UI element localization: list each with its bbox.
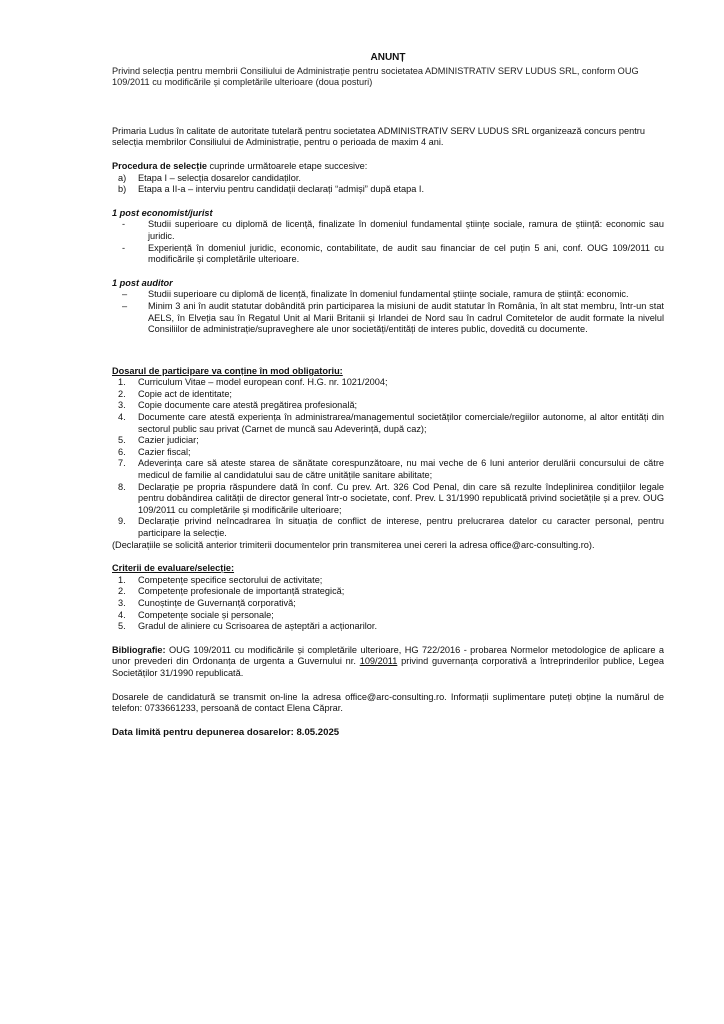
item-text: Declarație privind neîncadrarea în situația de conflict de interese, pentru prelucrarea datelor cu caracter personal, pentru participare la selecție. xyxy=(138,516,664,538)
item-text: Adeverința care să ateste starea de sănătate corespunzătoare, nu mai veche de 6 luni anterior derulării concursului de către medicul de familie al candidatului sau de către unitățile sanitare abilitate; xyxy=(138,458,664,481)
item-number: 8. xyxy=(118,481,126,492)
procedure-paragraph xyxy=(112,161,664,173)
item-number: 7. xyxy=(118,458,126,469)
step-marker: b) xyxy=(118,184,127,195)
item-number: 1. xyxy=(118,574,126,585)
item-text: Competențe specifice sectorului de activitate; xyxy=(138,574,323,585)
criteria-item xyxy=(112,610,664,622)
item-number: 3. xyxy=(118,597,126,608)
requirement-text: Experiență în domeniul juridic, economic, contabilitate, de audit sau financiar de cel puțin 5 ani, conf. OUG 109/2011 cu modificările și completările ulterioare. xyxy=(148,242,664,265)
economist-requirements xyxy=(112,219,664,265)
item-text: Cunoștințe de Guvernanță corporativă; xyxy=(138,597,296,608)
requirement-item xyxy=(112,289,664,301)
deadline: Data limită pentru depunerea dosarelor: 8.05.2025 xyxy=(112,726,340,738)
bibliography-text-end: privind guvernanța corporativă a întreprinderilor publice, Legea Societăților 31/1990 republicată. xyxy=(112,656,664,678)
auditor-post-heading: 1 post auditor xyxy=(112,277,173,288)
item-text: Copie documente care atestă pregătirea profesională; xyxy=(138,400,358,411)
item-text: Competențe profesionale de importanță strategică; xyxy=(138,586,345,597)
item-number: 6. xyxy=(118,446,126,457)
criteria-list xyxy=(112,575,664,633)
step-marker: a) xyxy=(118,172,127,183)
dossier-item xyxy=(112,516,664,539)
item-number: 2. xyxy=(118,586,126,597)
criteria-item xyxy=(112,598,664,610)
item-text: Documente care atestă experiența în administrarea/managementul societăților comerciale/regiilor autonome, al altor entități din sectorul public sau privat (Carnet de muncă sau Adeverință, după caz); xyxy=(138,412,664,434)
dossier-item xyxy=(112,435,664,447)
procedure-heading: Procedura de selecție xyxy=(112,160,207,171)
item-text: Competențe sociale și personale; xyxy=(138,609,274,620)
item-number: 1. xyxy=(118,377,126,388)
dossier-item xyxy=(112,377,664,389)
item-text: Curriculum Vitae – model european conf. H.G. nr. 1021/2004; xyxy=(138,377,388,388)
dossier-item xyxy=(112,389,664,401)
item-number: 4. xyxy=(118,609,126,620)
item-text: Cazier judiciar; xyxy=(138,435,199,446)
procedure-steps xyxy=(112,173,664,196)
dossier-item xyxy=(112,458,664,481)
bibliography-label: Bibliografie: xyxy=(112,644,166,655)
bibliography-paragraph xyxy=(112,645,664,680)
bibliography-text: OUG 109/2011 cu modificările și completările ulterioare, HG 722/2016 - probarea Normelor metodologice de aplicare a unor prevederi din Ordonanța de urgenta a Guvernului nr. xyxy=(112,644,664,667)
requirement-text: Studii superioare cu diplomă de licență, finalizate în domeniul fundamental științe sociale, ramura de știință: economic. xyxy=(148,289,629,300)
requirement-item xyxy=(112,301,664,336)
dossier-note: (Declarațiile se solicită anterior trimiterii documentelor prin transmiterea unei cereri la adresa office@arc-consulting.ro). xyxy=(112,539,595,550)
item-number: 3. xyxy=(118,400,126,411)
step-text: Etapa a II-a – interviu pentru candidații declarați “admiși” după etapa I. xyxy=(138,184,424,195)
item-text: Declarație pe propria răspundere dată în conf. Cu prev. Art. 326 Cod Penal, din care să rezulte îndeplinirea condițiilor legale pentru dobândirea calității de director general într-o societate, conf. Prev. L 31/1990 republicată privind societățile și a prev. OUG 109/2011 cu completările și modificările ulterioare; xyxy=(138,481,664,515)
economist-post-heading: 1 post economist/jurist xyxy=(112,207,213,218)
bibliography-link[interactable]: 109/2011 xyxy=(359,656,398,667)
item-number: 5. xyxy=(118,435,126,446)
dossier-item xyxy=(112,447,664,459)
requirement-item xyxy=(112,219,664,242)
procedure-step xyxy=(112,184,664,196)
requirement-text: Minim 3 ani în audit statutar dobândită prin participarea la misiuni de audit statutar în România, în alt stat membru, într-un stat AELS, în Elveția sau în Regatul Unit al Marii Britanii și Irlandei de Nord sau în cadrul Comitetelor de audit formate la nivelul Consiliilor de administrație/supraveghere ale unor societăți/entități de interes public, dovedită cu documente. xyxy=(148,300,664,335)
dash-marker: - xyxy=(122,242,126,253)
criteria-item xyxy=(112,575,664,587)
item-number: 9. xyxy=(118,516,126,527)
dash-marker: - xyxy=(122,219,126,230)
procedure-step xyxy=(112,173,664,185)
item-text: Gradul de aliniere cu Scrisoarea de așteptări a acționarilor. xyxy=(138,621,378,632)
dossier-item xyxy=(112,412,664,435)
criteria-heading: Criterii de evaluare/selecție: xyxy=(112,563,235,574)
auditor-requirements xyxy=(112,289,664,335)
requirement-text: Studii superioare cu diplomă de licență, finalizate în domeniul fundamental științe sociale, ramura de știință: economic sau juridic. xyxy=(148,219,664,241)
dossier-item xyxy=(112,482,664,517)
procedure-text: cuprinde următoarele etape succesive: xyxy=(206,160,368,171)
subtitle: Privind selecția pentru membrii Consiliului de Administrație pentru societatea ADMINISTRATIV SERV LUDUS SRL, conform OUG 109/2011 cu modificările și completările ulterioare (doua posturi) xyxy=(112,65,639,88)
dossier-item xyxy=(112,400,664,412)
criteria-item xyxy=(112,621,664,633)
item-number: 5. xyxy=(118,621,126,632)
page-title: ANUNȚ xyxy=(370,52,406,63)
requirement-item xyxy=(112,243,664,266)
contact-paragraph: Dosarele de candidatură se transmit on-line la adresa office@arc-consulting.ro. Informații suplimentare puteți obține la numărul de telefon: 0733661233, persoană de contact Elena Căprar. xyxy=(112,691,664,714)
item-number: 2. xyxy=(118,388,126,399)
intro-paragraph: Primaria Ludus în calitate de autoritate tutelară pentru societatea ADMINISTRATIV SERV LUDUS SRL organizează concurs pentru selecția membrilor Consiliului de Administrație, pentru o perioada de maxim 4 ani. xyxy=(112,125,645,148)
dash-marker: – xyxy=(122,300,128,311)
item-number: 4. xyxy=(118,412,126,423)
dossier-heading: Dosarul de participare va conține în mod obligatoriu: xyxy=(112,365,343,376)
dash-marker: – xyxy=(122,289,128,300)
item-text: Cazier fiscal; xyxy=(138,446,191,457)
criteria-item xyxy=(112,586,664,598)
item-text: Copie act de identitate; xyxy=(138,388,232,399)
dossier-list xyxy=(112,377,664,539)
step-text: Etapa I – selecția dosarelor candidaților. xyxy=(138,172,301,183)
